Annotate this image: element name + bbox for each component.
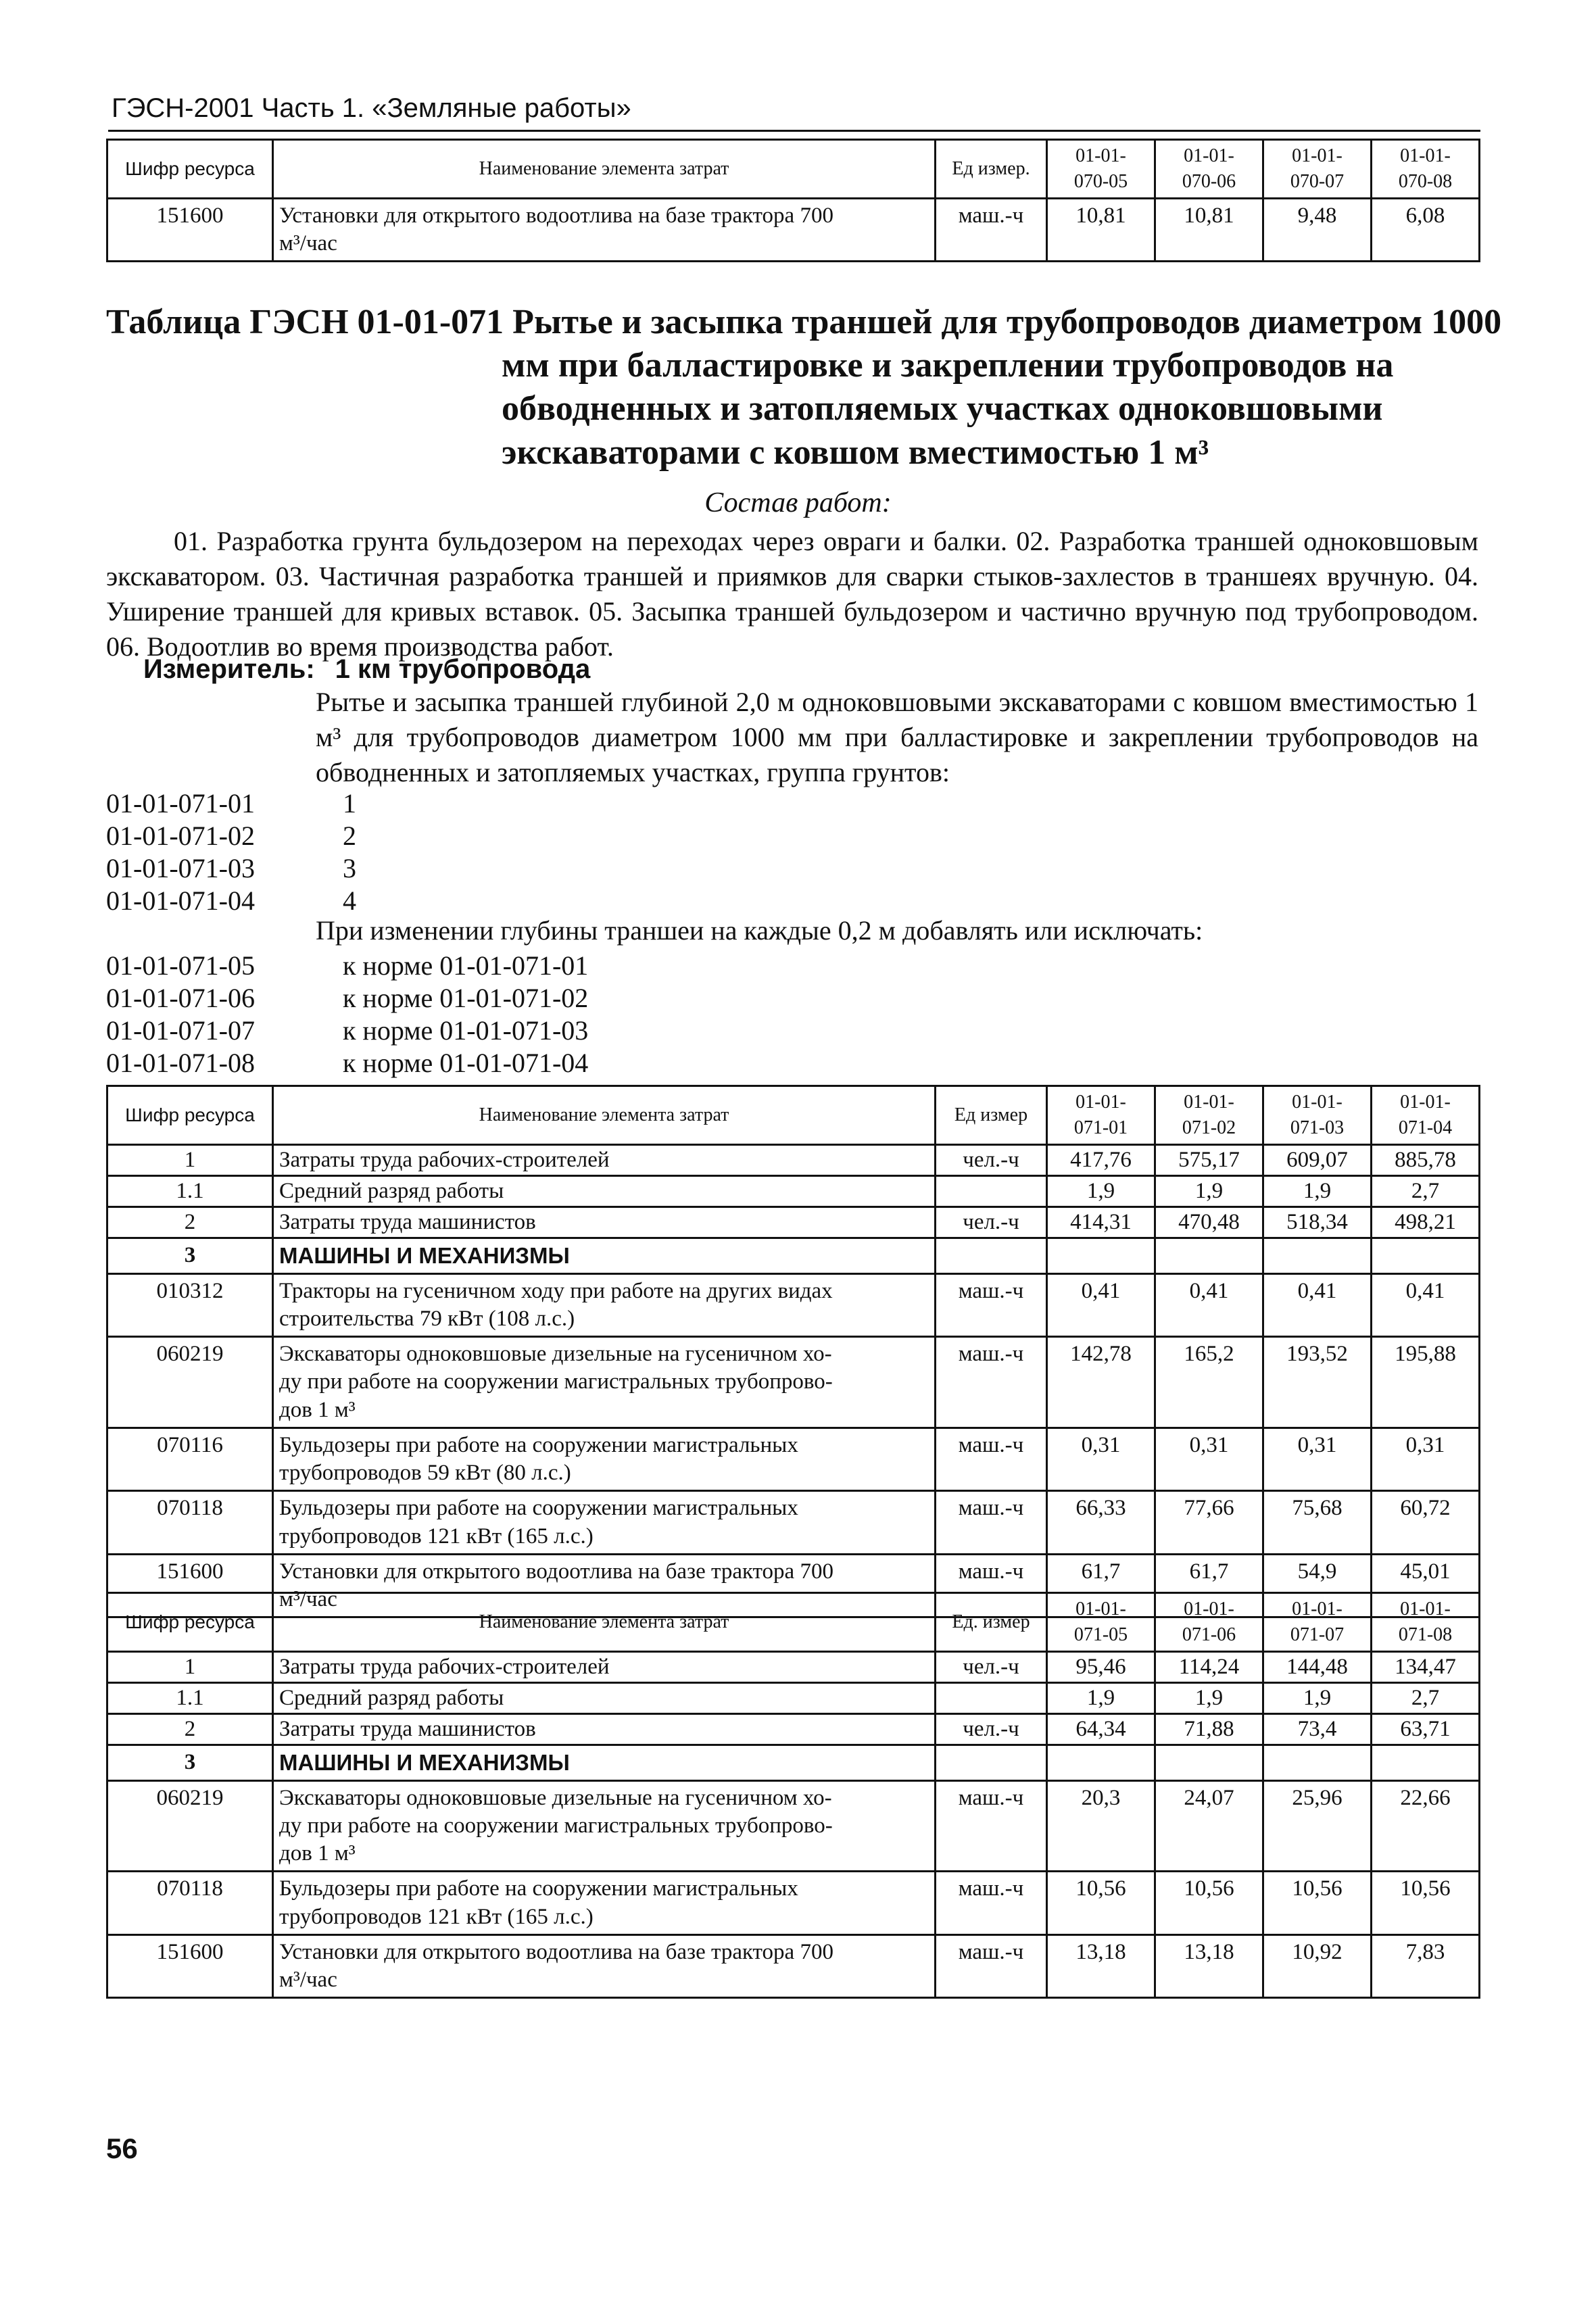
table-row <box>107 1872 1480 1935</box>
norm-value-cell: 60,72 <box>1372 1491 1480 1555</box>
cost-element-name-line: м³/час <box>279 230 337 255</box>
table-row <box>107 1273 1480 1337</box>
norm-value-cell: 134,47 <box>1372 1651 1480 1682</box>
column-header: 01-01- 071-06 <box>1155 1593 1263 1652</box>
norm-value: 4 <box>343 885 356 916</box>
table-row <box>107 1207 1480 1238</box>
norm-value-cell <box>1047 1238 1155 1273</box>
resource-code: 151600 <box>107 1554 273 1617</box>
norm-value: к норме 01-01-071-02 <box>343 983 589 1013</box>
norm-value-cell: 144,48 <box>1263 1651 1372 1682</box>
table-row <box>107 198 1480 262</box>
resource-code: 151600 <box>107 198 273 262</box>
norm-value-cell: 518,34 <box>1263 1207 1372 1238</box>
cost-element-name-line: Экскаваторы одноковшовые дизельные на гусеничном хо- <box>279 1342 832 1367</box>
norm-value: к норме 01-01-071-01 <box>343 950 589 981</box>
norm-value-cell: 1,9 <box>1263 1682 1372 1713</box>
cost-element-name <box>273 1934 936 1998</box>
norm-value-cell: 20,3 <box>1047 1780 1155 1872</box>
table-row <box>107 1780 1480 1872</box>
norm-value-cell: 0,41 <box>1047 1273 1155 1337</box>
norm-value-cell: 0,31 <box>1372 1428 1480 1491</box>
resource-code: 3 <box>107 1745 273 1780</box>
unit-of-measure <box>936 1175 1047 1207</box>
cost-element-name-line: Затраты труда машинистов <box>279 1717 536 1742</box>
table-row <box>107 1651 1480 1682</box>
unit-of-measure: чел.-ч <box>936 1144 1047 1175</box>
norm-value-cell: 9,48 <box>1263 198 1372 262</box>
norm-value-cell: 1,9 <box>1047 1175 1155 1207</box>
cost-element-name-line: м³/час <box>279 1968 337 1993</box>
norm-value-cell: 22,66 <box>1372 1780 1480 1872</box>
norm-value-cell: 61,7 <box>1047 1554 1155 1617</box>
norm-value-cell: 2,7 <box>1372 1682 1480 1713</box>
norm-value-cell: 25,96 <box>1263 1780 1372 1872</box>
table-row <box>107 1337 1480 1428</box>
norm-value-cell: 0,41 <box>1372 1273 1480 1337</box>
norm-value-cell: 71,88 <box>1155 1714 1263 1745</box>
works-composition: 01. Разработка грунта бульдозером на переходах через овраги и балки. 02. Разработка траншей одноковшовым экскаватором. 03. Частичная разработка траншей и приямков для сварки стыков-захлестов в траншеях вручную. 04. Уширение траншей для кривых вставок. 05. Засыпка траншей бульдозером и частично вручную под трубопроводом. 06. Водоотлив во время производства работ. <box>106 526 1478 662</box>
norm-value-cell: 142,78 <box>1047 1337 1155 1428</box>
cost-element-name <box>273 1207 936 1238</box>
cost-element-name-line: МАШИНЫ И МЕХАНИЗМЫ <box>279 1243 570 1269</box>
norm-value-cell: 64,34 <box>1047 1714 1155 1745</box>
norm-value-cell: 61,7 <box>1155 1554 1263 1617</box>
resource-code: 1.1 <box>107 1682 273 1713</box>
norms-table-05-08 <box>106 1592 1480 1999</box>
cost-element-name-line: трубопроводов 59 кВт (80 л.с.) <box>279 1461 571 1486</box>
cost-element-name-line: Установки для открытого водоотлива на базе трактора 700 <box>279 1939 833 1964</box>
norm-value-cell: 414,31 <box>1047 1207 1155 1238</box>
column-header: Наименование элемента затрат <box>273 1593 936 1652</box>
norm-value-cell: 2,7 <box>1372 1175 1480 1207</box>
cost-element-name-line: строительства 79 кВт (108 л.с.) <box>279 1306 575 1331</box>
unit-of-measure <box>936 1238 1047 1273</box>
norm-value-cell: 54,9 <box>1263 1554 1372 1617</box>
resource-code: 060219 <box>107 1780 273 1872</box>
cost-element-name-line: Бульдозеры при работе на сооружении магистральных <box>279 1496 798 1521</box>
norm-value-cell <box>1263 1745 1372 1780</box>
unit-of-measure <box>936 1745 1047 1780</box>
cost-element-name <box>273 1682 936 1713</box>
meter-value: 1 км трубопровода <box>335 654 591 684</box>
cost-element-name-line: дов 1 м³ <box>279 1397 356 1422</box>
table-row <box>107 1175 1480 1207</box>
cost-element-name-line: Установки для открытого водоотлива на базе трактора 700 <box>279 203 833 228</box>
norm-value-cell: 7,83 <box>1372 1934 1480 1998</box>
cost-element-name-line: м³/час <box>279 1587 337 1612</box>
cost-element-name-line: трубопроводов 121 кВт (165 л.с.) <box>279 1524 594 1549</box>
cost-element-name <box>273 1144 936 1175</box>
unit-of-measure: чел.-ч <box>936 1207 1047 1238</box>
unit-of-measure <box>936 1682 1047 1713</box>
column-header: 01-01- 071-08 <box>1372 1593 1480 1652</box>
cost-element-name-line: трубопроводов 121 кВт (165 л.с.) <box>279 1904 594 1929</box>
column-header: Ед измер <box>936 1086 1047 1145</box>
resource-code: 010312 <box>107 1273 273 1337</box>
table-row <box>107 1428 1480 1491</box>
table-row <box>107 1682 1480 1713</box>
cost-element-name <box>273 1175 936 1207</box>
norm-value-cell: 10,81 <box>1047 198 1155 262</box>
cost-element-name-line: Средний разряд работы <box>279 1178 504 1203</box>
cost-element-name-line: Экскаваторы одноковшовые дизельные на гусеничном хо- <box>279 1785 832 1810</box>
column-header: Наименование элемента затрат <box>273 140 936 199</box>
resource-code: 2 <box>107 1207 273 1238</box>
norm-value-cell: 0,41 <box>1155 1273 1263 1337</box>
column-header: 01-01- 071-01 <box>1047 1086 1155 1145</box>
norm-value-cell: 165,2 <box>1155 1337 1263 1428</box>
column-header: 01-01- 071-05 <box>1047 1593 1155 1652</box>
cost-element-name <box>273 1238 936 1273</box>
column-header: Ед. измер <box>936 1593 1047 1652</box>
norm-value-cell: 77,66 <box>1155 1491 1263 1555</box>
norm-value-cell: 45,01 <box>1372 1554 1480 1617</box>
norm-value: 1 <box>343 788 356 819</box>
cost-element-name-line: ду при работе на сооружении магистральных трубопрово- <box>279 1813 833 1838</box>
column-header: 01-01- 071-02 <box>1155 1086 1263 1145</box>
column-header: 01-01- 071-07 <box>1263 1593 1372 1652</box>
cost-element-name-line: ду при работе на сооружении магистральных трубопрово- <box>279 1369 833 1394</box>
unit-of-measure: чел.-ч <box>936 1714 1047 1745</box>
column-header: 01-01- 070-05 <box>1047 140 1155 199</box>
norm-value-cell: 609,07 <box>1263 1144 1372 1175</box>
cost-element-name <box>273 198 936 262</box>
norm-value-cell: 95,46 <box>1047 1651 1155 1682</box>
cost-element-name <box>273 1491 936 1555</box>
norm-value-cell: 13,18 <box>1047 1934 1155 1998</box>
resource-code: 151600 <box>107 1934 273 1998</box>
norm-value-cell: 10,56 <box>1155 1872 1263 1935</box>
norm-value-cell: 0,31 <box>1047 1428 1155 1491</box>
cost-element-name <box>273 1872 936 1935</box>
norm-value-cell: 1,9 <box>1047 1682 1155 1713</box>
cost-element-name-line: Тракторы на гусеничном ходу при работе на других видах <box>279 1278 833 1303</box>
cost-element-name <box>273 1745 936 1780</box>
resource-code: 060219 <box>107 1337 273 1428</box>
table-row <box>107 1491 1480 1555</box>
meter <box>143 654 590 685</box>
norm-value-cell: 13,18 <box>1155 1934 1263 1998</box>
unit-of-measure: маш.-ч <box>936 198 1047 262</box>
norm-value-cell: 10,56 <box>1372 1872 1480 1935</box>
resource-code: 070118 <box>107 1491 273 1555</box>
resource-code: 1.1 <box>107 1175 273 1207</box>
norm-value-cell: 1,9 <box>1155 1175 1263 1207</box>
norm-value-cell: 0,31 <box>1155 1428 1263 1491</box>
table-header-row <box>107 1593 1480 1652</box>
column-header: Шифр ресурса <box>107 1593 273 1652</box>
table-header-row <box>107 1086 1480 1145</box>
norm-value-cell: 10,56 <box>1047 1872 1155 1935</box>
norm-value-cell: 1,9 <box>1263 1175 1372 1207</box>
cost-element-name-line: Затраты труда машинистов <box>279 1210 536 1235</box>
norm-value-cell <box>1155 1238 1263 1273</box>
unit-of-measure: маш.-ч <box>936 1780 1047 1872</box>
cost-element-name <box>273 1337 936 1428</box>
table-title-rest: мм при балластировке и закреплении трубопроводов на обводненных и затопляемых участках одноковшовыми экскаваторами с ковшом вместимостью 1 м³ <box>502 346 1394 472</box>
unit-of-measure: маш.-ч <box>936 1872 1047 1935</box>
norm-value-cell: 73,4 <box>1263 1714 1372 1745</box>
page-number: 56 <box>106 2133 138 2164</box>
table-header-row <box>107 140 1480 199</box>
norm-value-cell: 10,81 <box>1155 198 1263 262</box>
resource-code: 070118 <box>107 1872 273 1935</box>
norm-value-cell: 10,92 <box>1263 1934 1372 1998</box>
norm-value-cell: 1,9 <box>1155 1682 1263 1713</box>
column-header: Наименование элемента затрат <box>273 1086 936 1145</box>
norm-value-cell <box>1372 1745 1480 1780</box>
meter-label: Измеритель: <box>143 654 315 684</box>
cost-element-name <box>273 1714 936 1745</box>
norm-value-cell: 24,07 <box>1155 1780 1263 1872</box>
cost-element-name-line: Бульдозеры при работе на сооружении магистральных <box>279 1432 798 1457</box>
unit-of-measure: маш.-ч <box>936 1554 1047 1617</box>
cost-element-name-line: Средний разряд работы <box>279 1685 504 1710</box>
norm-value: 3 <box>343 853 356 883</box>
cost-element-name-line: Установки для открытого водоотлива на базе трактора 700 <box>279 1559 833 1584</box>
norm-code: 01-01-071-07 <box>106 1015 255 1046</box>
norm-code: 01-01-071-01 <box>106 788 255 819</box>
table-row <box>107 1144 1480 1175</box>
norm-code: 01-01-071-05 <box>106 950 255 981</box>
norm-value-cell: 885,78 <box>1372 1144 1480 1175</box>
norm-value-cell: 114,24 <box>1155 1651 1263 1682</box>
cost-element-name <box>273 1428 936 1491</box>
norm-value-cell: 66,33 <box>1047 1491 1155 1555</box>
resource-code: 070116 <box>107 1428 273 1491</box>
column-header: Шифр ресурса <box>107 1086 273 1145</box>
norm-code: 01-01-071-02 <box>106 821 255 851</box>
norm-code: 01-01-071-04 <box>106 885 255 916</box>
table-row <box>107 1934 1480 1998</box>
depth-change-note: При изменении глубины траншеи на каждые 0,2 м добавлять или исключать: <box>316 915 1203 946</box>
column-header: Ед измер. <box>936 140 1047 199</box>
column-header: 01-01- 070-06 <box>1155 140 1263 199</box>
table-title-line-1: Таблица ГЭСН 01-01-071 Рытье и засыпка траншей для трубопроводов диаметром 1000 <box>106 303 1502 341</box>
norm-value-cell <box>1155 1745 1263 1780</box>
cost-element-name-line: Бульдозеры при работе на сооружении магистральных <box>279 1876 798 1901</box>
unit-of-measure: маш.-ч <box>936 1491 1047 1555</box>
cost-element-name-line: МАШИНЫ И МЕХАНИЗМЫ <box>279 1750 570 1776</box>
cost-element-name-line: Затраты труда рабочих-строителей <box>279 1654 610 1679</box>
table-section-row <box>107 1745 1480 1780</box>
norm-value-cell: 417,76 <box>1047 1144 1155 1175</box>
running-header: ГЭСН-2001 Часть 1. «Земляные работы» <box>112 93 631 123</box>
cost-element-name-line: дов 1 м³ <box>279 1841 356 1866</box>
cost-element-name <box>273 1651 936 1682</box>
previous-norms-table <box>106 139 1480 262</box>
column-header: 01-01- 071-04 <box>1372 1086 1480 1145</box>
header-divider <box>108 130 1480 132</box>
norm-value-cell: 63,71 <box>1372 1714 1480 1745</box>
norm-value-cell: 470,48 <box>1155 1207 1263 1238</box>
norm-description: Рытье и засыпка траншей глубиной 2,0 м одноковшовыми экскаваторами с ковшом вместимостью 1 м³ для трубопроводов диаметром 1000 мм при балластировке и закреплении трубопроводов на обводненных и затопляемых участках, группа грунтов: <box>316 687 1478 787</box>
cost-element-name <box>273 1273 936 1337</box>
unit-of-measure: маш.-ч <box>936 1934 1047 1998</box>
norm-value-cell <box>1372 1238 1480 1273</box>
norm-value: к норме 01-01-071-03 <box>343 1015 589 1046</box>
resource-code: 1 <box>107 1144 273 1175</box>
norm-value-cell: 6,08 <box>1372 198 1480 262</box>
norm-code: 01-01-071-03 <box>106 853 255 883</box>
column-header: 01-01- 071-03 <box>1263 1086 1372 1145</box>
column-header: Шифр ресурса <box>107 140 273 199</box>
unit-of-measure: маш.-ч <box>936 1273 1047 1337</box>
column-header: 01-01- 070-08 <box>1372 140 1480 199</box>
unit-of-measure: чел.-ч <box>936 1651 1047 1682</box>
norm-value-cell: 498,21 <box>1372 1207 1480 1238</box>
column-header: 01-01- 070-07 <box>1263 140 1372 199</box>
resource-code: 1 <box>107 1651 273 1682</box>
resource-code: 2 <box>107 1714 273 1745</box>
norm-code: 01-01-071-08 <box>106 1048 255 1078</box>
norm-value-cell: 575,17 <box>1155 1144 1263 1175</box>
cost-element-name <box>273 1780 936 1872</box>
unit-of-measure: маш.-ч <box>936 1428 1047 1491</box>
table-section-row <box>107 1238 1480 1273</box>
table-row <box>107 1714 1480 1745</box>
norm-value-cell: 193,52 <box>1263 1337 1372 1428</box>
norm-value: 2 <box>343 821 356 851</box>
works-title: Состав работ: <box>704 487 892 518</box>
cost-element-name-line: Затраты труда рабочих-строителей <box>279 1147 610 1172</box>
norm-value-cell: 10,56 <box>1263 1872 1372 1935</box>
norm-code: 01-01-071-06 <box>106 983 255 1013</box>
norm-value-cell: 75,68 <box>1263 1491 1372 1555</box>
norm-value-cell: 195,88 <box>1372 1337 1480 1428</box>
norm-value-cell: 0,41 <box>1263 1273 1372 1337</box>
norm-value-cell: 0,31 <box>1263 1428 1372 1491</box>
norm-value-cell <box>1263 1238 1372 1273</box>
resource-code: 3 <box>107 1238 273 1273</box>
norm-value-cell <box>1047 1745 1155 1780</box>
norm-value: к норме 01-01-071-04 <box>343 1048 589 1078</box>
unit-of-measure: маш.-ч <box>936 1337 1047 1428</box>
norms-table-01-04 <box>106 1085 1480 1618</box>
